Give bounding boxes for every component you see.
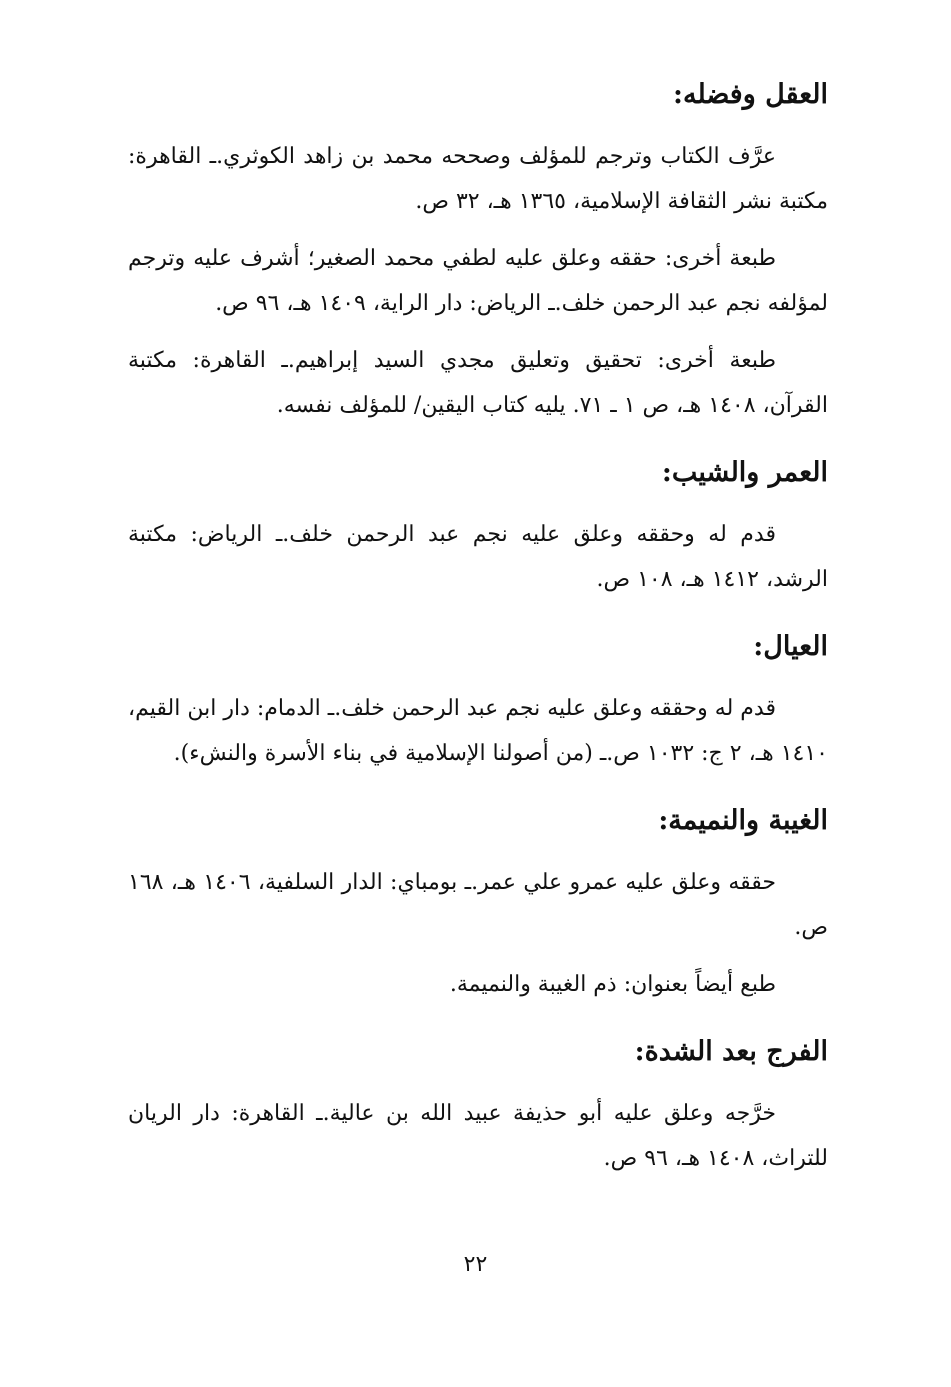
entry-paragraph: حققه وعلق عليه عمرو علي عمر.ـ بومباي: الدار السلفية، ١٤٠٦ هـ، ١٦٨ ص. [128, 870, 828, 940]
entry-paragraph: قدم له وحققه وعلق عليه نجم عبد الرحمن خلف.ـ الدمام: دار ابن القيم، ١٤١٠ هـ، ٢ ج: ١٠٣٢ ص.ـ (من أصولنا الإسلامية في بناء الأسرة والنشء). [128, 696, 828, 766]
entry-faraj-bad-shidda [128, 1029, 828, 1181]
entry-heading: العقل وفضله: [673, 79, 828, 110]
entry-iyal [128, 624, 828, 776]
page-content [128, 72, 828, 1203]
entry-ghiba-wa-namima [128, 798, 828, 1007]
entry-heading: الفرج بعد الشدة: [634, 1036, 828, 1067]
entry-paragraph: قدم له وحققه وعلق عليه نجم عبد الرحمن خلف.ـ الرياض: مكتبة الرشد، ١٤١٢ هـ، ١٠٨ ص. [128, 522, 828, 592]
entry-paragraph: طبعة أخرى: تحقيق وتعليق مجدي السيد إبراهيم.ـ القاهرة: مكتبة القرآن، ١٤٠٨ هـ، ص ١ ـ ٧١. يليه كتاب اليقين/ للمؤلف نفسه. [128, 348, 828, 418]
entry-paragraph: خرَّجه وعلق عليه أبو حذيفة عبيد الله بن عالية.ـ القاهرة: دار الريان للتراث، ١٤٠٨ هـ، ٩٦ ص. [128, 1101, 828, 1171]
entry-paragraph: طبع أيضاً بعنوان: ذم الغيبة والنميمة. [449, 972, 776, 997]
entry-paragraph: عرَّف الكتاب وترجم للمؤلف وصححه محمد بن زاهد الكوثري.ـ القاهرة: مكتبة نشر الثقافة الإسلامية، ١٣٦٥ هـ، ٣٢ ص. [128, 144, 828, 214]
entry-heading: العمر والشيب: [661, 457, 828, 488]
page-number: ٢٢ [463, 1252, 488, 1277]
entry-paragraph: طبعة أخرى: حققه وعلق عليه لطفي محمد الصغير؛ أشرف عليه وترجم لمؤلفه نجم عبد الرحمن خلف.ـ الرياض: دار الراية، ١٤٠٩ هـ، ٩٦ ص. [128, 246, 828, 316]
entry-heading: العيال: [753, 631, 828, 662]
entry-aql-wa-fadluh [128, 72, 828, 428]
entry-heading: الغيبة والنميمة: [658, 805, 828, 836]
entry-umr-wa-shayb [128, 450, 828, 602]
